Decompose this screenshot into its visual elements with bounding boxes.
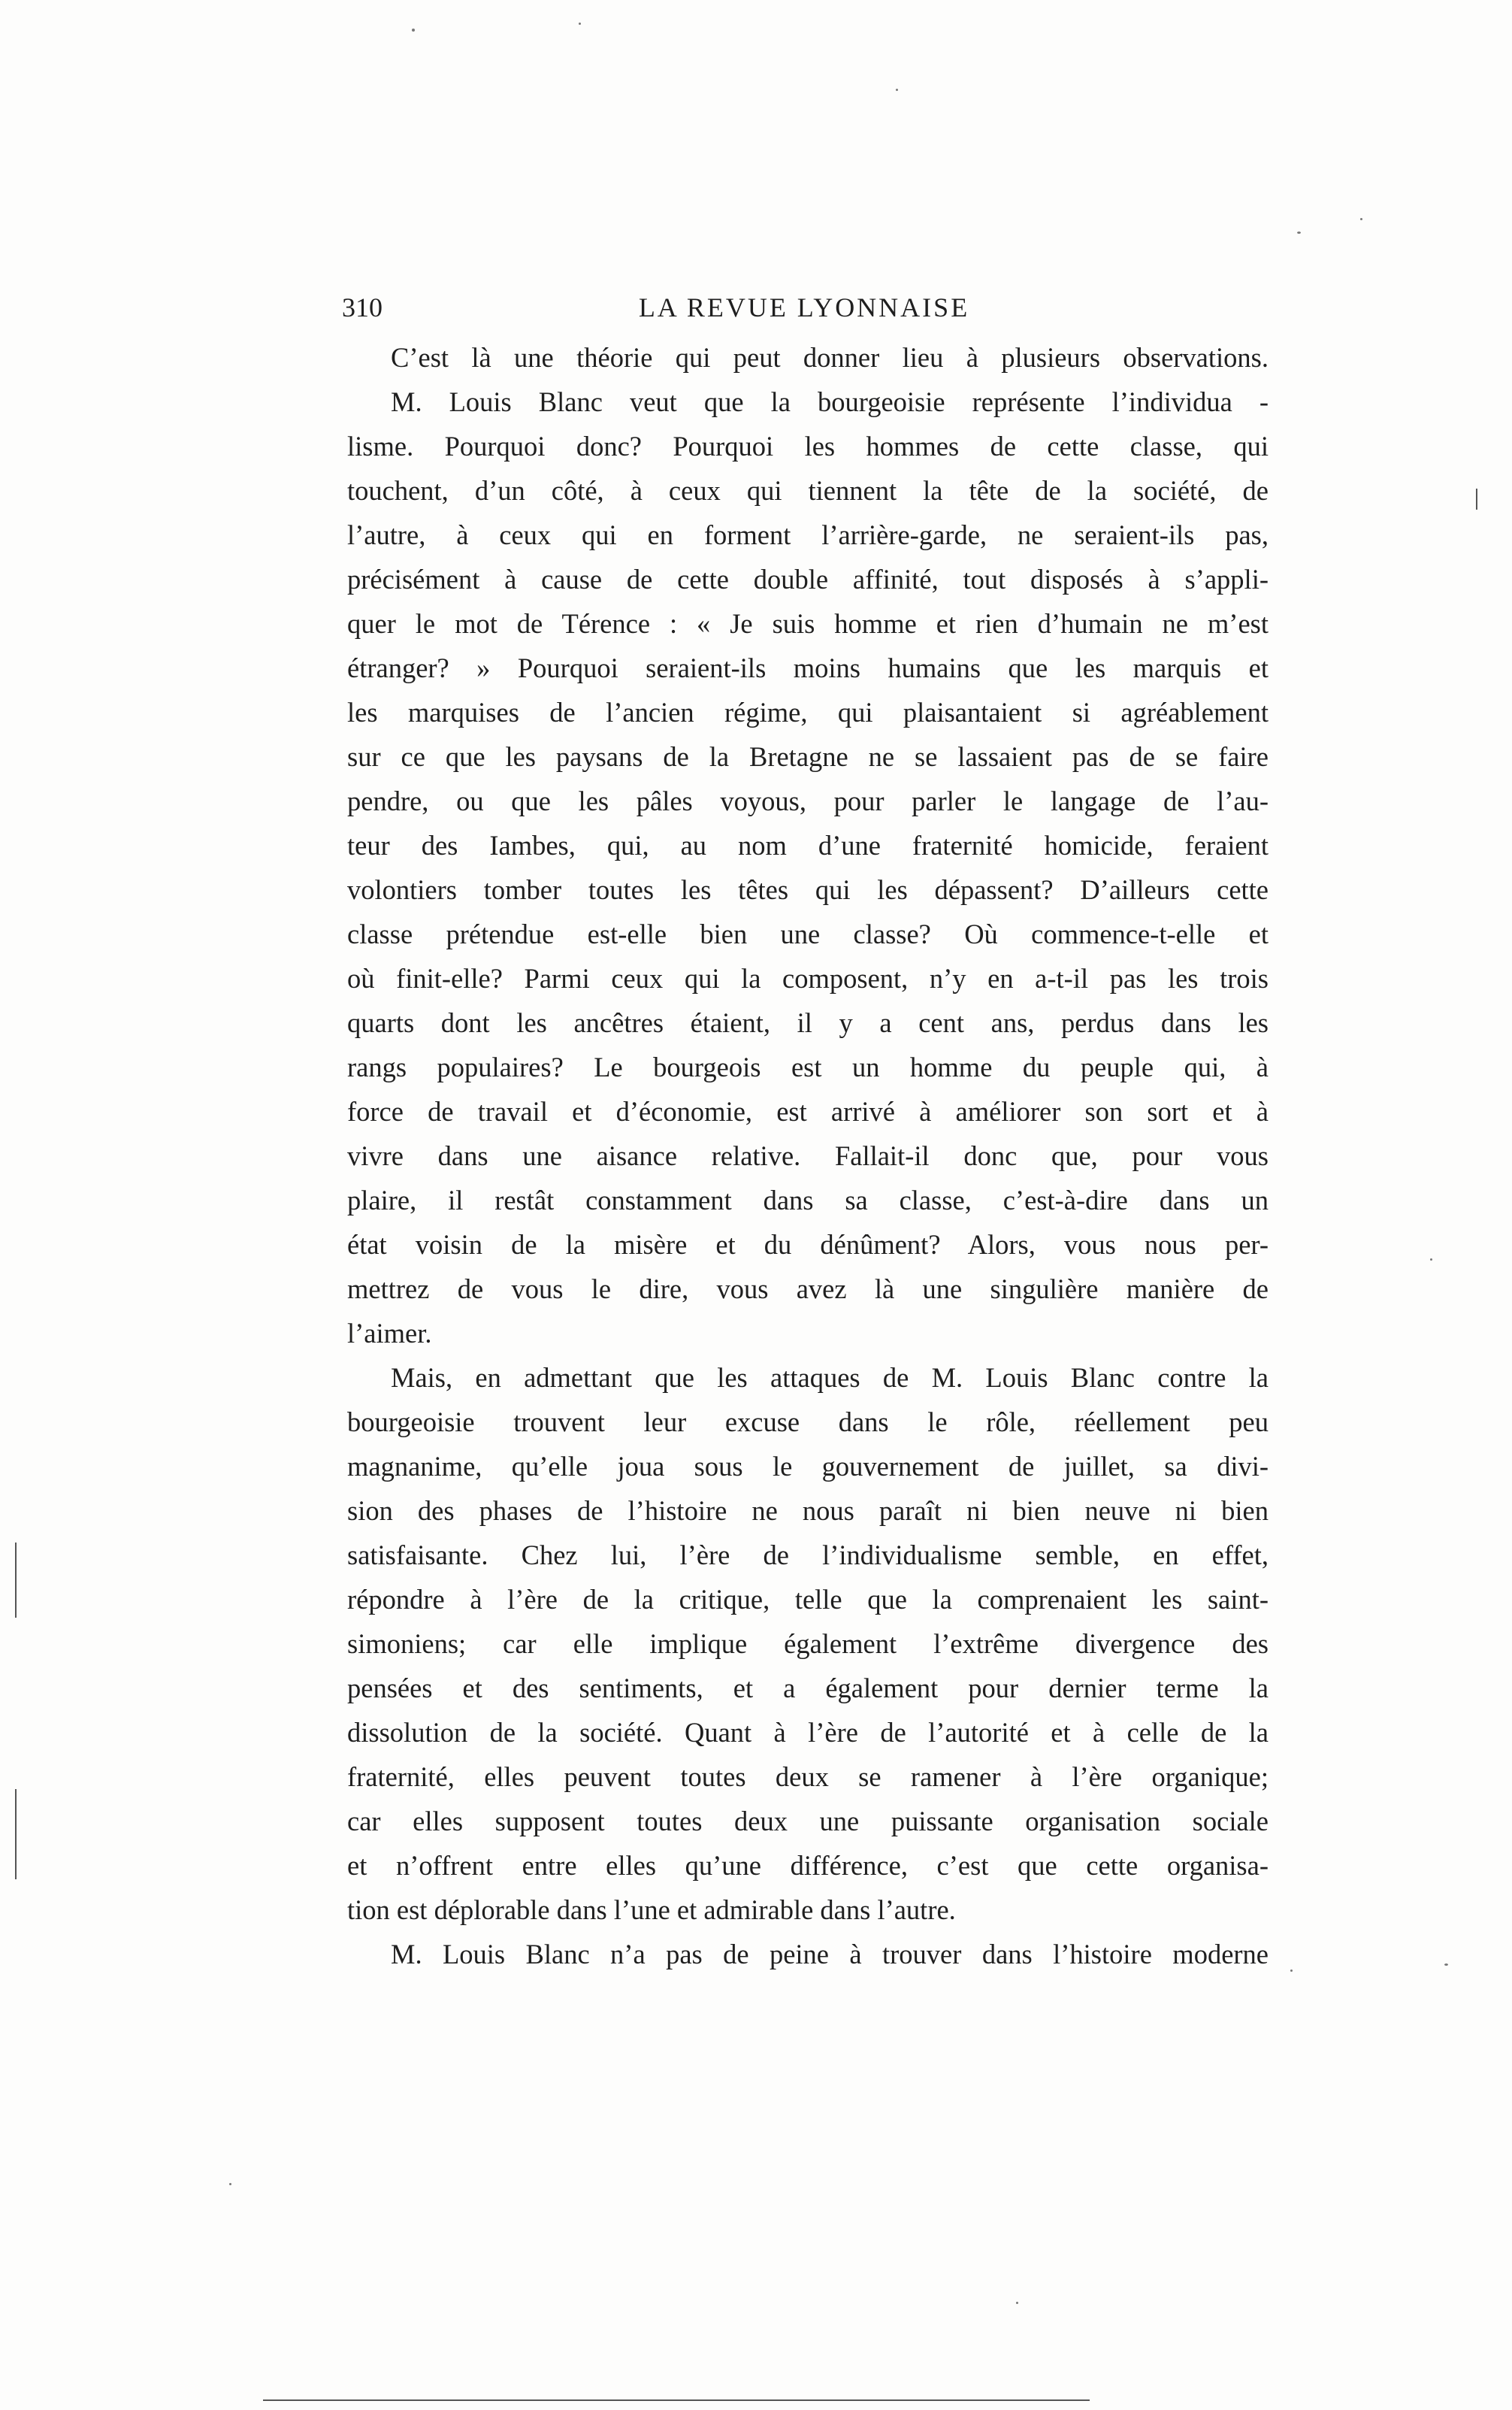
body-line: bourgeoisie trouvent leur excuse dans le rôle, réellement peu — [347, 1406, 1269, 1437]
body-line: C’est là une théorie qui peut donner lieu à plusieurs observations. — [391, 342, 1269, 373]
body-line: lisme. Pourquoi donc? Pourquoi les hommes de cette classe, qui — [347, 431, 1269, 462]
body-line: précisément à cause de cette double affinité, tout disposés à s’appli- — [347, 564, 1269, 595]
body-line: volontiers tomber toutes les têtes qui les dépassent? D’ailleurs cette — [347, 874, 1269, 905]
body-line: où finit-elle? Parmi ceux qui la composent, n’y en a-t-il pas les trois — [347, 963, 1269, 994]
body-line: dissolution de la société. Quant à l’ère de l’autorité et à celle de la — [347, 1717, 1269, 1748]
scan-speck — [579, 23, 581, 25]
body-line: répondre à l’ère de la critique, telle que la comprenaient les saint- — [347, 1584, 1269, 1615]
body-line: les marquises de l’ancien régime, qui plaisantaient si agréablement — [347, 697, 1269, 728]
body-line: l’autre, à ceux qui en forment l’arrière-garde, ne seraient-ils pas, — [347, 519, 1269, 550]
body-line: car elles supposent toutes deux une puissante organisation sociale — [347, 1806, 1269, 1836]
scan-speck — [1290, 1969, 1293, 1972]
scan-speck — [1430, 1258, 1432, 1261]
body-line: état voisin de la misère et du dénûment? Alors, vous nous per- — [347, 1229, 1269, 1260]
body-line: l’aimer. — [347, 1318, 432, 1349]
body-line: M. Louis Blanc veut que la bourgeoisie représente l’individua - — [391, 386, 1269, 417]
scan-speck — [1444, 1963, 1448, 1966]
body-line: satisfaisante. Chez lui, l’ère de l’individualisme semble, en effet, — [347, 1540, 1269, 1570]
body-line: M. Louis Blanc n’a pas de peine à trouver dans l’histoire moderne — [391, 1939, 1269, 1969]
body-line: mettrez de vous le dire, vous avez là une singulière manière de — [347, 1273, 1269, 1304]
scan-speck — [412, 29, 415, 32]
scan-edge-mark — [1476, 489, 1477, 510]
body-line: simoniens; car elle implique également l’extrême divergence des — [347, 1628, 1269, 1659]
body-line: et n’offrent entre elles qu’une différence, c’est que cette organisa- — [347, 1850, 1269, 1881]
body-line: touchent, d’un côté, à ceux qui tiennent la tête de la société, de — [347, 475, 1269, 506]
scan-speck — [896, 89, 898, 91]
body-line: plaire, il restât constamment dans sa classe, c’est-à-dire dans un — [347, 1185, 1269, 1216]
body-line: classe prétendue est-elle bien une classe? Où commence-t-elle et — [347, 919, 1269, 949]
body-line: fraternité, elles peuvent toutes deux se ramener à l’ère organique; — [347, 1761, 1269, 1792]
body-line: teur des Iambes, qui, au nom d’une fraternité homicide, feraient — [347, 830, 1269, 861]
body-line: pensées et des sentiments, et a également pour dernier terme la — [347, 1673, 1269, 1703]
scan-edge-mark — [15, 1789, 17, 1879]
body-line: sion des phases de l’histoire ne nous paraît ni bien neuve ni bien — [347, 1495, 1269, 1526]
running-header — [342, 292, 1266, 337]
body-line: Mais, en admettant que les attaques de M. Louis Blanc contre la — [391, 1362, 1269, 1393]
body-line: force de travail et d’économie, est arrivé à améliorer son sort et à — [347, 1096, 1269, 1127]
body-line: quarts dont les ancêtres étaient, il y a cent ans, perdus dans les — [347, 1007, 1269, 1038]
page-number: 310 — [342, 292, 383, 322]
scan-bottom-rule — [263, 2399, 1090, 2401]
body-line: magnanime, qu’elle joua sous le gouvernement de juillet, sa divi- — [347, 1451, 1269, 1482]
scan-edge-mark — [15, 1543, 17, 1618]
body-line: pendre, ou que les pâles voyous, pour parler le langage de l’au- — [347, 786, 1269, 816]
running-title: LA REVUE LYONNAISE — [638, 292, 970, 322]
scan-speck — [229, 2183, 231, 2185]
body-line: vivre dans une aisance relative. Fallait-il donc que, pour vous — [347, 1140, 1269, 1171]
body-line: quer le mot de Térence : « Je suis homme et rien d’humain ne m’est — [347, 608, 1269, 639]
scan-speck — [1297, 232, 1301, 234]
scan-speck — [1360, 218, 1362, 220]
body-line: tion est déplorable dans l’une et admirable dans l’autre. — [347, 1894, 956, 1925]
body-line: sur ce que les paysans de la Bretagne ne se lassaient pas de se faire — [347, 741, 1269, 772]
body-line: rangs populaires? Le bourgeois est un homme du peuple qui, à — [347, 1052, 1269, 1082]
body-line: étranger? » Pourquoi seraient-ils moins humains que les marquis et — [347, 652, 1269, 683]
scan-speck — [1016, 2302, 1018, 2304]
